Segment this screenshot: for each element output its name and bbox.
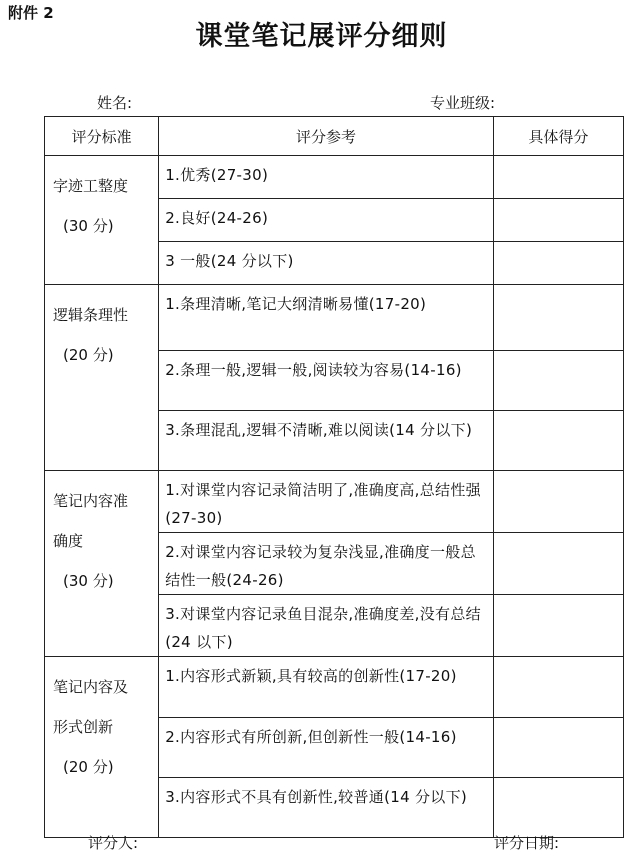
page-title: 课堂笔记展评分细则 bbox=[195, 21, 448, 52]
score-cell[interactable] bbox=[493, 657, 623, 718]
score-cell[interactable] bbox=[493, 471, 623, 533]
reference-cell: 1.优秀(27-30) bbox=[159, 156, 494, 199]
criterion-points: (20 分) bbox=[63, 346, 114, 364]
reference-cell: 3.内容形式不具有创新性,较普通(14 分以下) bbox=[159, 778, 494, 838]
table-header-row bbox=[45, 117, 624, 156]
criterion-cell bbox=[45, 156, 159, 285]
table-row bbox=[45, 285, 624, 351]
table-row bbox=[45, 471, 624, 533]
score-cell[interactable] bbox=[493, 242, 623, 285]
criterion-name: 笔记内容及 bbox=[53, 678, 129, 696]
rater-label: 评分人: bbox=[88, 834, 139, 852]
scoring-table bbox=[44, 116, 624, 838]
score-cell[interactable] bbox=[493, 411, 623, 471]
reference-cell: 2.条理一般,逻辑一般,阅读较为容易(14-16) bbox=[159, 351, 494, 411]
reference-cell: 2.对课堂内容记录较为复杂浅显,准确度一般总结性一般(24-26) bbox=[159, 533, 494, 595]
score-cell[interactable] bbox=[493, 778, 623, 838]
major-class-label: 专业班级: bbox=[430, 94, 496, 112]
score-cell[interactable] bbox=[493, 285, 623, 351]
name-label: 姓名: bbox=[97, 94, 133, 112]
score-cell[interactable] bbox=[493, 718, 623, 778]
table-row bbox=[45, 657, 624, 718]
score-cell[interactable] bbox=[493, 351, 623, 411]
table-row bbox=[45, 156, 624, 199]
criterion-points: (30 分) bbox=[63, 572, 114, 590]
reference-cell: 2.良好(24-26) bbox=[159, 199, 494, 242]
criterion-points: (30 分) bbox=[63, 217, 114, 235]
score-cell[interactable] bbox=[493, 199, 623, 242]
criterion-name: 形式创新 bbox=[53, 718, 114, 736]
criterion-cell bbox=[45, 657, 159, 838]
reference-cell: 3 一般(24 分以下) bbox=[159, 242, 494, 285]
criterion-name: 逻辑条理性 bbox=[53, 306, 129, 324]
criterion-name: 笔记内容准 bbox=[53, 492, 129, 510]
column-header: 评分参考 bbox=[159, 117, 494, 156]
reference-cell: 3.条理混乱,逻辑不清晰,难以阅读(14 分以下) bbox=[159, 411, 494, 471]
score-cell[interactable] bbox=[493, 533, 623, 595]
reference-cell: 1.内容形式新颖,具有较高的创新性(17-20) bbox=[159, 657, 494, 718]
reference-cell: 1.条理清晰,笔记大纲清晰易懂(17-20) bbox=[159, 285, 494, 351]
attachment-label: 附件 2 bbox=[8, 4, 54, 22]
criterion-name: 确度 bbox=[53, 532, 84, 550]
score-cell[interactable] bbox=[493, 595, 623, 657]
reference-cell: 2.内容形式有所创新,但创新性一般(14-16) bbox=[159, 718, 494, 778]
column-header: 评分标准 bbox=[45, 117, 159, 156]
criterion-points: (20 分) bbox=[63, 758, 114, 776]
reference-cell: 3.对课堂内容记录鱼目混杂,准确度差,没有总结(24 以下) bbox=[159, 595, 494, 657]
column-header: 具体得分 bbox=[493, 117, 623, 156]
reference-cell: 1.对课堂内容记录简洁明了,准确度高,总结性强(27-30) bbox=[159, 471, 494, 533]
date-label: 评分日期: bbox=[494, 834, 560, 852]
score-cell[interactable] bbox=[493, 156, 623, 199]
criterion-cell bbox=[45, 471, 159, 657]
criterion-name: 字迹工整度 bbox=[53, 177, 129, 195]
criterion-cell bbox=[45, 285, 159, 471]
